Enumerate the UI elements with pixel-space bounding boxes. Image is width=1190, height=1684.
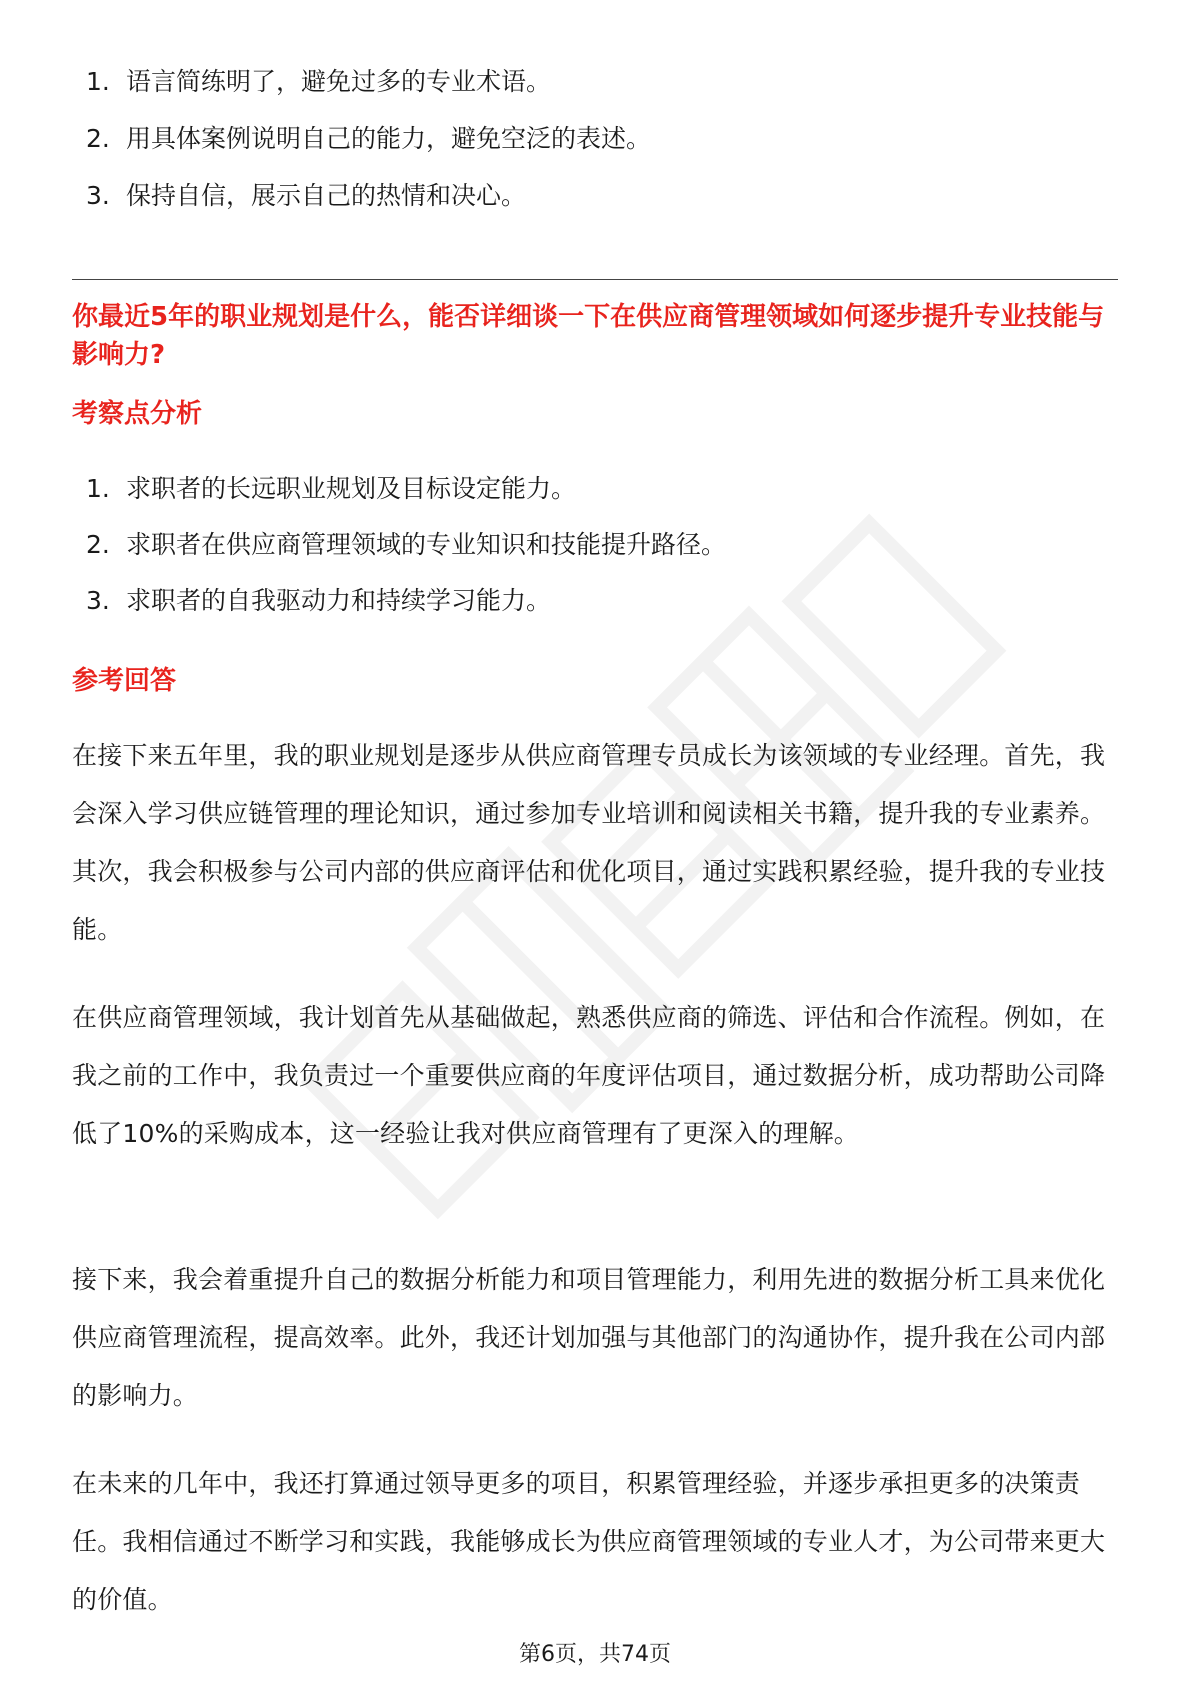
question-heading: 你最近5年的职业规划是什么，能否详细谈一下在供应商管理领域如何逐步提升专业技能与影响力? xyxy=(72,302,1105,370)
answer-paragraph: 在接下来五年里，我的职业规划是逐步从供应商管理专员成长为该领域的专业经理。首先，我会深入学习供应链管理的理论知识，通过参加专业培训和阅读相关书籍，提升我的专业素养。其次，我会积极参与公司内部的供应商评估和优化项目，通过实践积累经验，提升我的专业技能。 xyxy=(72,741,1106,944)
answer-paragraph: 接下来，我会着重提升自己的数据分析能力和项目管理能力，利用先进的数据分析工具来优化供应商管理流程，提高效率。此外，我还计划加强与其他部门的沟通协作，提升我在公司内部的影响力。 xyxy=(72,1265,1106,1410)
page-number: 第6页，共74页 xyxy=(519,1642,671,1667)
list-item: 2. 用具体案例说明自己的能力，避免空泛的表述。 xyxy=(86,124,652,153)
list-item: 3. 求职者的自我驱动力和持续学习能力。 xyxy=(86,586,552,615)
analysis-list xyxy=(72,471,726,639)
list-item: 3. 保持自信，展示自己的热情和决心。 xyxy=(86,181,527,210)
list-item: 1. 语言简练明了，避免过多的专业术语。 xyxy=(86,67,552,96)
answer-paragraph: 在未来的几年中，我还打算通过领导更多的项目，积累管理经验，并逐步承担更多的决策责任。我相信通过不断学习和实践，我能够成长为供应商管理领域的专业人才，为公司带来更大的价值。 xyxy=(72,1469,1106,1614)
list-item: 2. 求职者在供应商管理领域的专业知识和技能提升路径。 xyxy=(86,530,727,559)
analysis-heading: 考察点分析 xyxy=(72,399,203,429)
list-item: 1. 求职者的长远职业规划及目标设定能力。 xyxy=(86,474,577,503)
section-divider xyxy=(72,279,1118,280)
tips-list xyxy=(72,64,651,235)
answer-heading: 参考回答 xyxy=(72,666,177,696)
answer-paragraph: 在供应商管理领域，我计划首先从基础做起，熟悉供应商的筛选、评估和合作流程。例如，在我之前的工作中，我负责过一个重要供应商的年度评估项目，通过数据分析，成功帮助公司降低了10%的采购成本，这一经验让我对供应商管理有了更深入的理解。 xyxy=(72,1003,1106,1148)
